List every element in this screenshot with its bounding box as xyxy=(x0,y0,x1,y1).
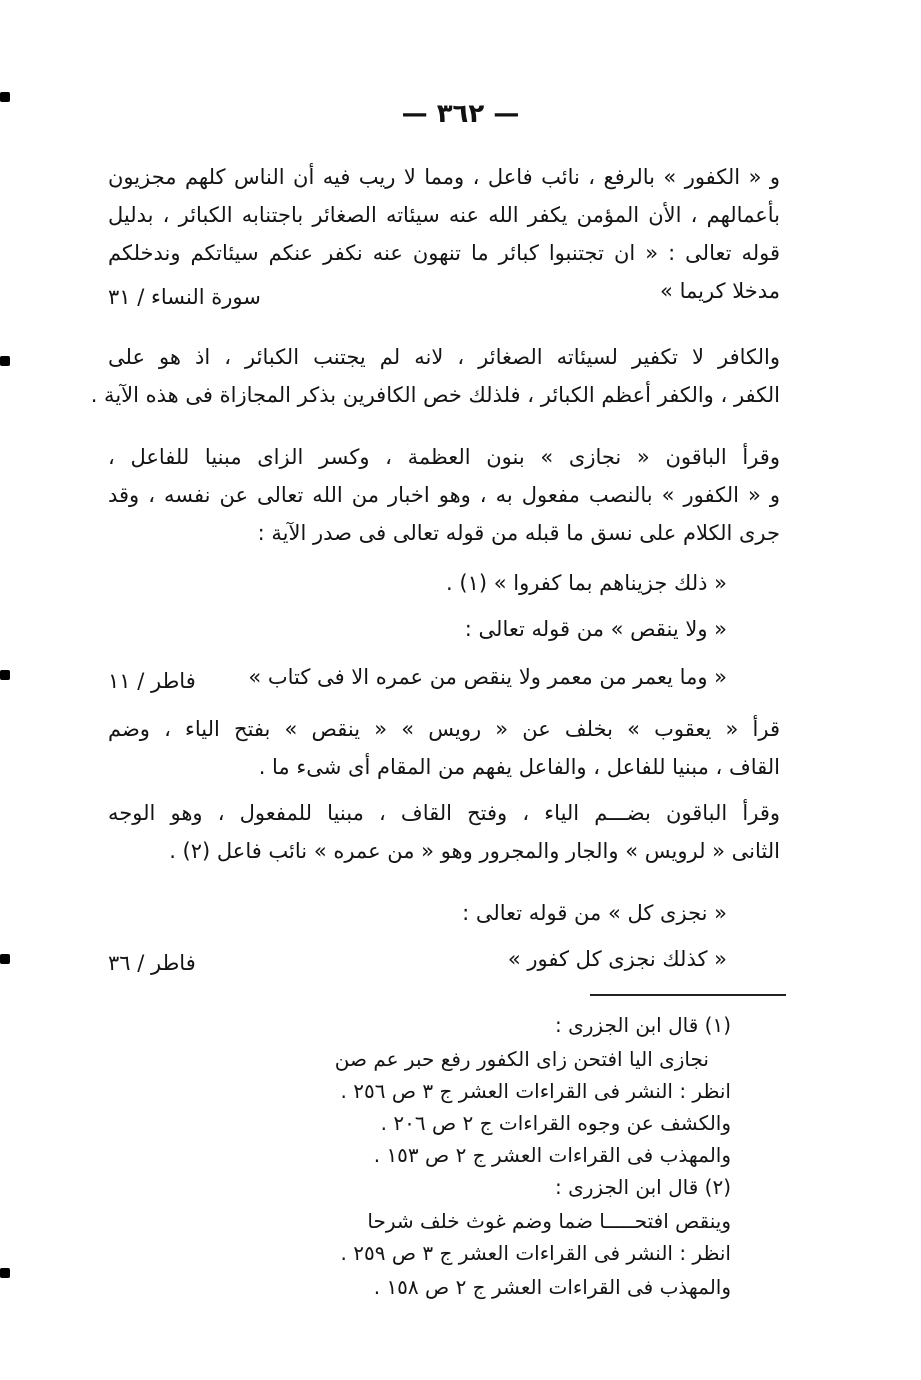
body-line: القاف ، مبنيا للفاعل ، والفاعل يفهم من المقام أى شىء ما . xyxy=(258,755,780,779)
footnote-line: وينقص افتحـــــا ضما وضم غوث خلف شرحا xyxy=(367,1209,731,1233)
body-line: والكافر لا تكفير لسيئاته الصغائر ، لانه لم يجتنب الكبائر ، اذ هو على xyxy=(108,345,780,369)
footnote-separator xyxy=(590,994,786,996)
body-line: الثانى « لرويس » والجار والمجرور وهو « من عمره » نائب فاعل (٢) . xyxy=(169,839,780,863)
body-line: قرأ « يعقوب » بخلف عن « رويس » « ينقص » بفتح الياء ، وضم xyxy=(108,717,780,741)
body-line: وقرأ الباقون « نجازى » بنون العظمة ، وكسر الزاى مبنيا للفاعل ، xyxy=(108,445,780,469)
body-line: وقرأ الباقون بضـــم الياء ، وفتح القاف ، مبنيا للمفعول ، وهو الوجه xyxy=(108,801,780,825)
scan-edge-mark xyxy=(0,1268,10,1278)
body-line: مدخلا كريما » xyxy=(660,279,780,303)
body-line: و « الكفور » بالنصب مفعول به ، وهو اخبار من الله تعالى عن نفسه ، وقد xyxy=(108,483,780,507)
body-line: « ولا ينقص » من قوله تعالى : xyxy=(464,617,727,641)
verse-reference: فاطر / ١١ xyxy=(108,669,196,693)
body-line: جرى الكلام على نسق ما قبله من قوله تعالى فى صدر الآية : xyxy=(257,521,780,545)
verse-reference: فاطر / ٣٦ xyxy=(108,951,196,975)
body-line: بأعمالهم ، الأن المؤمن يكفر الله عنه سيئاته الصغائر باجتنابه الكبائر ، بدليل xyxy=(108,203,780,227)
footnote-line: والكشف عن وجوه القراءات ج ٢ ص ٢٠٦ . xyxy=(380,1111,731,1135)
footnote-line: انظر : النشر فى القراءات العشر ج ٣ ص ٢٥٩ . xyxy=(340,1241,731,1265)
body-line: « ذلك جزيناهم بما كفروا » (١) . xyxy=(446,571,727,595)
body-line: « كذلك نجزى كل كفور » xyxy=(507,947,727,971)
body-line: « وما يعمر من معمر ولا ينقص من عمره الا فى كتاب » xyxy=(248,665,727,689)
footnote-line: والمهذب فى القراءات العشر ج ٢ ص ١٥٨ . xyxy=(373,1275,731,1299)
footnote-line: نجازى اليا افتحن زاى الكفور رفع حبر عم صن xyxy=(334,1047,709,1071)
verse-reference: سورة النساء / ٣١ xyxy=(108,285,261,309)
footnote-line: انظر : النشر فى القراءات العشر ج ٣ ص ٢٥٦ . xyxy=(340,1079,731,1103)
body-line: و « الكفور » بالرفع ، نائب فاعل ، ومما لا ريب فيه أن الناس كلهم مجزيون xyxy=(108,165,780,189)
footnote-line: (١) قال ابن الجزرى : xyxy=(555,1013,731,1037)
body-line: قوله تعالى : « ان تجتنبوا كبائر ما تنهون عنه نكفر عنكم سيئاتكم وندخلكم xyxy=(108,241,780,265)
body-line: الكفر ، والكفر أعظم الكبائر ، فلذلك خص الكافرين بذكر المجازاة فى هذه الآية . xyxy=(90,383,780,407)
footnote-line: والمهذب فى القراءات العشر ج ٢ ص ١٥٣ . xyxy=(373,1143,731,1167)
scan-edge-mark xyxy=(0,356,10,366)
scan-edge-mark xyxy=(0,670,10,680)
body-line: « نجزى كل » من قوله تعالى : xyxy=(462,901,727,925)
page-number: — ٣٦٢ — xyxy=(401,99,520,129)
scan-edge-mark xyxy=(0,954,10,964)
footnote-line: (٢) قال ابن الجزرى : xyxy=(555,1175,731,1199)
